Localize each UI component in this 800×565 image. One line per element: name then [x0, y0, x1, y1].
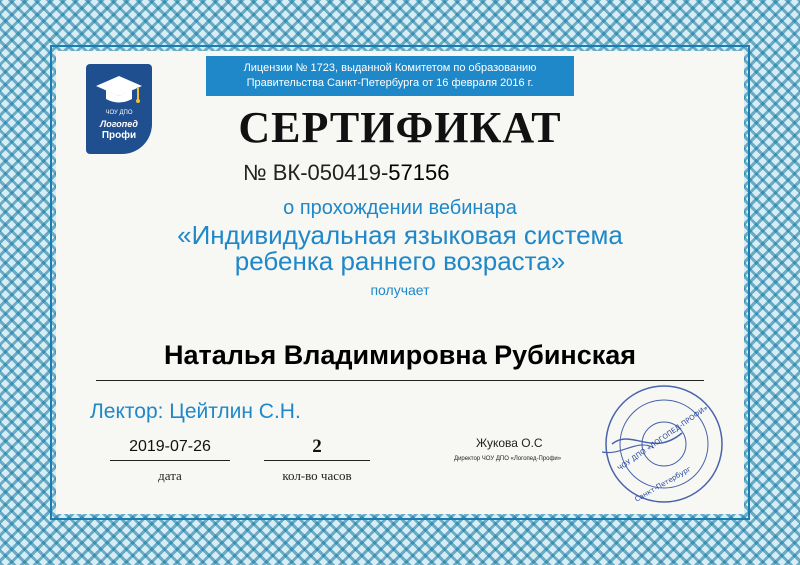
hours-label: кол-во часов — [282, 468, 352, 483]
signatory-name: Жукова О.С — [476, 436, 543, 450]
recipient-name: Наталья Владимировна Рубинская — [163, 340, 637, 370]
number-suffix: 57156 — [388, 160, 450, 185]
logo — [86, 64, 152, 154]
hours-value: 2 — [312, 436, 322, 457]
stamp-seal — [592, 378, 732, 508]
license-line-1: Лицензии № 1723, выданной Комитетом по образованию — [243, 62, 537, 74]
webinar-title-line-2: ребенка раннего возраста» — [234, 246, 566, 276]
number-prefix: № ВК-050419- — [243, 160, 389, 185]
license-line-2: Правительства Санкт-Петербурга от 16 февраля 2016 г. — [246, 77, 534, 89]
stamp-center-text: ЧОУ ДПО «ЛОГОПЕД-ПРОФИ» — [616, 404, 710, 473]
license-banner — [206, 56, 574, 96]
about-line: о прохождении вебинара — [283, 197, 517, 219]
hours-underline — [264, 460, 370, 461]
receives-label: получает — [370, 282, 430, 298]
certificate-title: СЕРТИФИКАТ — [238, 103, 562, 152]
webinar-title-line-1: «Индивидуальная языковая система — [177, 220, 623, 250]
date-label: дата — [158, 468, 182, 483]
signatory-role: Директор ЧОУ ДПО «Логопед-Профи» — [454, 456, 562, 462]
stamp-city-text: Санкт-Петербург — [633, 464, 693, 504]
date-underline — [110, 460, 230, 461]
lecturer: Лектор: Цейтлин С.Н. — [90, 400, 301, 423]
logo-text-org: ЧОУ ДПО — [105, 110, 133, 116]
date-value: 2019-07-26 — [129, 438, 211, 455]
logo-text-name: Логопед — [100, 119, 138, 129]
logo-text-name2: Профи — [101, 130, 137, 141]
graduation-cap-icon — [94, 74, 144, 108]
certificate-number — [243, 160, 449, 186]
